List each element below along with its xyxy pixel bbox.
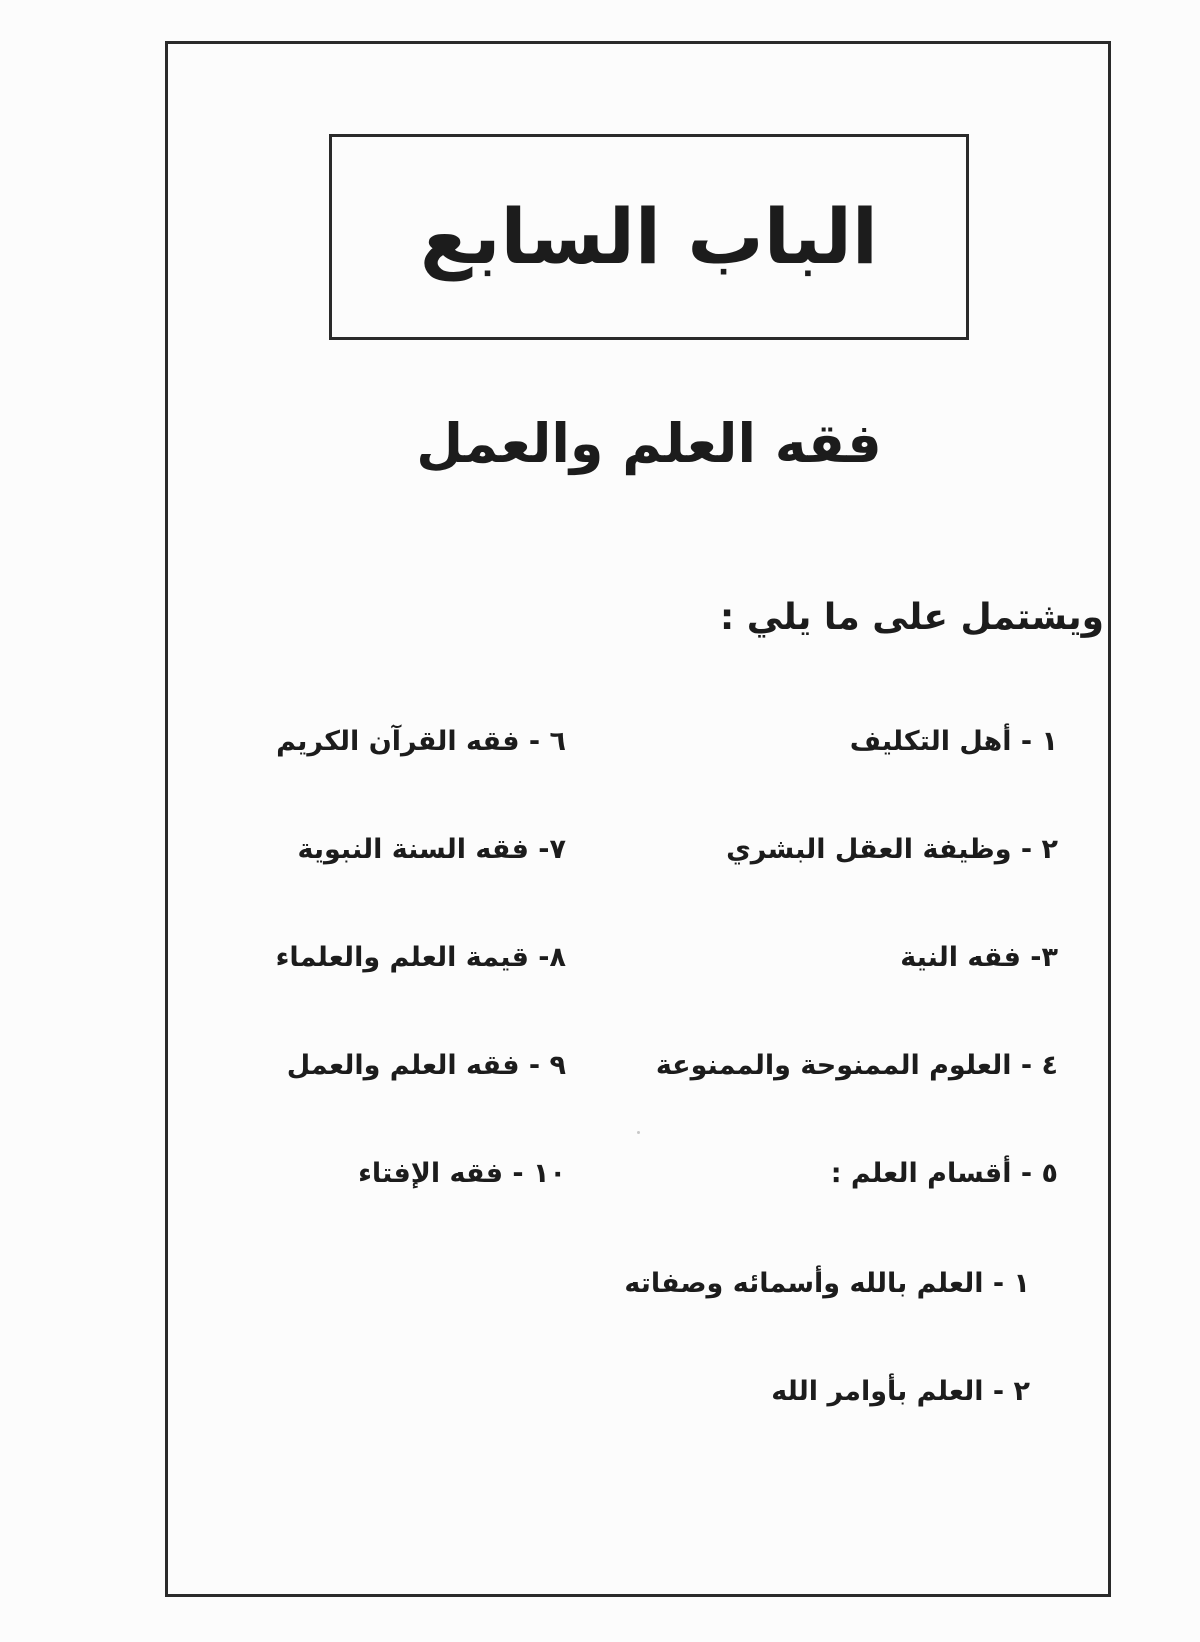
contents-item-3: ٣- فقه النية <box>900 942 1058 973</box>
chapter-subtitle: فقه العلم والعمل <box>416 412 882 475</box>
scan-speck <box>637 1131 640 1134</box>
contents-item-5: ٥ - أقسام العلم : <box>830 1158 1058 1189</box>
contents-item-7: ٧- فقه السنة النبوية <box>297 834 566 865</box>
chapter-title: الباب السابع <box>420 192 878 281</box>
contents-item-10: ١٠ - فقه الإفتاء <box>358 1158 566 1189</box>
contents-intro: ويشتمل على ما يلي : <box>719 597 1104 638</box>
contents-subitem-1: ١ - العلم بالله وأسمائه وصفاته <box>624 1268 1030 1299</box>
contents-item-8: ٨- قيمة العلم والعلماء <box>275 942 566 973</box>
contents-item-4: ٤ - العلوم الممنوحة والممنوعة <box>655 1050 1058 1081</box>
contents-subitem-2: ٢ - العلم بأوامر الله <box>771 1376 1030 1407</box>
contents-item-9: ٩ - فقه العلم والعمل <box>286 1050 566 1081</box>
contents-item-2: ٢ - وظيفة العقل البشري <box>726 834 1058 865</box>
contents-item-1: ١ - أهل التكليف <box>849 726 1058 757</box>
contents-item-6: ٦ - فقه القرآن الكريم <box>276 726 566 757</box>
chapter-title-box <box>329 134 969 340</box>
